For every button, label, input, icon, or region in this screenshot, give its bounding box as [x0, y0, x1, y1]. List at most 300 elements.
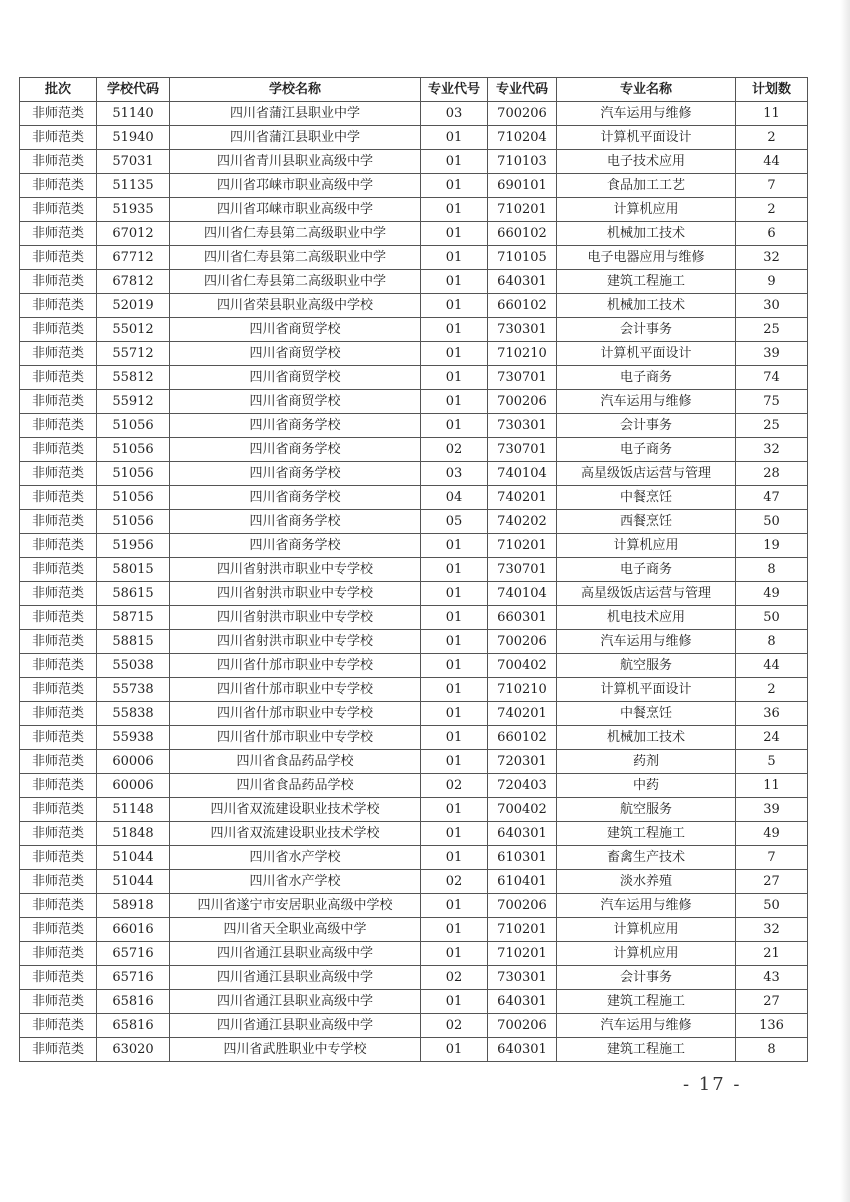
cell-major-code: 730701 — [488, 366, 557, 390]
cell-major-name: 机械加工技术 — [557, 222, 736, 246]
cell-plan-count: 7 — [736, 846, 808, 870]
cell-major-number: 02 — [421, 1014, 488, 1038]
header-major-number: 专业代号 — [421, 78, 488, 102]
cell-batch: 非师范类 — [20, 822, 97, 846]
cell-plan-count: 36 — [736, 702, 808, 726]
cell-major-code: 730301 — [488, 966, 557, 990]
cell-school-name: 四川省水产学校 — [170, 870, 421, 894]
cell-major-name: 建筑工程施工 — [557, 990, 736, 1014]
table-row — [20, 294, 808, 318]
table-row — [20, 414, 808, 438]
cell-plan-count: 50 — [736, 894, 808, 918]
cell-plan-count: 44 — [736, 654, 808, 678]
table-row — [20, 1038, 808, 1062]
cell-plan-count: 8 — [736, 1038, 808, 1062]
cell-major-code: 710204 — [488, 126, 557, 150]
cell-major-name: 计算机应用 — [557, 918, 736, 942]
cell-major-number: 01 — [421, 414, 488, 438]
table-header-row — [20, 78, 808, 102]
cell-school-name: 四川省什邡市职业中专学校 — [170, 726, 421, 750]
cell-plan-count: 2 — [736, 126, 808, 150]
cell-major-number: 02 — [421, 870, 488, 894]
cell-school-name: 四川省商贸学校 — [170, 318, 421, 342]
cell-school-code: 58015 — [97, 558, 170, 582]
cell-major-number: 01 — [421, 270, 488, 294]
cell-major-number: 01 — [421, 990, 488, 1014]
table-row — [20, 774, 808, 798]
cell-major-code: 720403 — [488, 774, 557, 798]
cell-school-code: 65816 — [97, 1014, 170, 1038]
cell-school-code: 58815 — [97, 630, 170, 654]
table-row — [20, 654, 808, 678]
cell-major-number: 01 — [421, 726, 488, 750]
cell-school-code: 55738 — [97, 678, 170, 702]
cell-plan-count: 11 — [736, 774, 808, 798]
cell-school-name: 四川省青川县职业高级中学 — [170, 150, 421, 174]
cell-plan-count: 50 — [736, 606, 808, 630]
cell-major-number: 01 — [421, 150, 488, 174]
cell-school-code: 55038 — [97, 654, 170, 678]
cell-school-name: 四川省射洪市职业中专学校 — [170, 558, 421, 582]
cell-batch: 非师范类 — [20, 678, 97, 702]
cell-school-name: 四川省食品药品学校 — [170, 774, 421, 798]
cell-plan-count: 5 — [736, 750, 808, 774]
cell-school-code: 55838 — [97, 702, 170, 726]
cell-batch: 非师范类 — [20, 774, 97, 798]
cell-school-name: 四川省荣县职业高级中学校 — [170, 294, 421, 318]
cell-school-name: 四川省遂宁市安居职业高级中学校 — [170, 894, 421, 918]
cell-major-code: 740201 — [488, 702, 557, 726]
cell-major-number: 01 — [421, 894, 488, 918]
cell-school-code: 51935 — [97, 198, 170, 222]
cell-plan-count: 39 — [736, 342, 808, 366]
cell-batch: 非师范类 — [20, 246, 97, 270]
cell-major-number: 04 — [421, 486, 488, 510]
cell-school-code: 55012 — [97, 318, 170, 342]
cell-school-code: 65716 — [97, 942, 170, 966]
cell-major-number: 01 — [421, 846, 488, 870]
cell-school-code: 51044 — [97, 870, 170, 894]
cell-batch: 非师范类 — [20, 510, 97, 534]
table-row — [20, 606, 808, 630]
cell-school-name: 四川省商务学校 — [170, 510, 421, 534]
cell-major-number: 01 — [421, 558, 488, 582]
cell-major-code: 640301 — [488, 990, 557, 1014]
cell-plan-count: 11 — [736, 102, 808, 126]
cell-batch: 非师范类 — [20, 462, 97, 486]
cell-plan-count: 8 — [736, 558, 808, 582]
cell-school-name: 四川省商务学校 — [170, 534, 421, 558]
cell-school-name: 四川省双流建设职业技术学校 — [170, 822, 421, 846]
table-row — [20, 246, 808, 270]
table-row — [20, 630, 808, 654]
cell-major-name: 计算机应用 — [557, 942, 736, 966]
cell-school-name: 四川省天全职业高级中学 — [170, 918, 421, 942]
cell-major-code: 730301 — [488, 318, 557, 342]
cell-batch: 非师范类 — [20, 198, 97, 222]
cell-major-code: 610401 — [488, 870, 557, 894]
cell-batch: 非师范类 — [20, 894, 97, 918]
cell-major-name: 会计事务 — [557, 318, 736, 342]
cell-major-code: 610301 — [488, 846, 557, 870]
cell-major-number: 01 — [421, 630, 488, 654]
cell-major-number: 01 — [421, 822, 488, 846]
cell-school-code: 55912 — [97, 390, 170, 414]
table-row — [20, 318, 808, 342]
cell-plan-count: 32 — [736, 438, 808, 462]
cell-major-code: 700206 — [488, 390, 557, 414]
cell-major-number: 01 — [421, 606, 488, 630]
cell-major-number: 01 — [421, 702, 488, 726]
cell-school-name: 四川省双流建设职业技术学校 — [170, 798, 421, 822]
cell-plan-count: 19 — [736, 534, 808, 558]
cell-major-name: 汽车运用与维修 — [557, 102, 736, 126]
cell-school-name: 四川省通江县职业高级中学 — [170, 990, 421, 1014]
cell-plan-count: 47 — [736, 486, 808, 510]
header-batch: 批次 — [20, 78, 97, 102]
table-row — [20, 198, 808, 222]
table-row — [20, 726, 808, 750]
cell-school-code: 57031 — [97, 150, 170, 174]
cell-major-name: 会计事务 — [557, 414, 736, 438]
cell-school-code: 63020 — [97, 1038, 170, 1062]
header-major-code: 专业代码 — [488, 78, 557, 102]
cell-major-name: 电子商务 — [557, 558, 736, 582]
cell-school-code: 51140 — [97, 102, 170, 126]
table-row — [20, 270, 808, 294]
table-body — [20, 102, 808, 1062]
cell-plan-count: 27 — [736, 870, 808, 894]
header-school-name: 学校名称 — [170, 78, 421, 102]
cell-school-name: 四川省商务学校 — [170, 486, 421, 510]
cell-school-code: 51056 — [97, 414, 170, 438]
cell-major-code: 710103 — [488, 150, 557, 174]
cell-school-code: 51056 — [97, 462, 170, 486]
table-row — [20, 822, 808, 846]
cell-plan-count: 32 — [736, 918, 808, 942]
table-row — [20, 894, 808, 918]
cell-major-name: 淡水养殖 — [557, 870, 736, 894]
cell-batch: 非师范类 — [20, 1014, 97, 1038]
table-row — [20, 918, 808, 942]
cell-batch: 非师范类 — [20, 582, 97, 606]
table-row — [20, 390, 808, 414]
table-row — [20, 462, 808, 486]
table-row — [20, 702, 808, 726]
enrollment-plan-table — [19, 77, 808, 1062]
cell-plan-count: 74 — [736, 366, 808, 390]
cell-batch: 非师范类 — [20, 342, 97, 366]
cell-plan-count: 30 — [736, 294, 808, 318]
cell-school-code: 67712 — [97, 246, 170, 270]
cell-major-code: 660102 — [488, 294, 557, 318]
cell-major-name: 汽车运用与维修 — [557, 894, 736, 918]
cell-school-name: 四川省商务学校 — [170, 438, 421, 462]
cell-school-name: 四川省邛崃市职业高级中学 — [170, 174, 421, 198]
cell-school-name: 四川省什邡市职业中专学校 — [170, 654, 421, 678]
cell-major-number: 05 — [421, 510, 488, 534]
table-row — [20, 846, 808, 870]
cell-major-name: 电子商务 — [557, 366, 736, 390]
cell-major-number: 03 — [421, 102, 488, 126]
cell-major-name: 中药 — [557, 774, 736, 798]
cell-major-code: 710201 — [488, 198, 557, 222]
cell-school-code: 60006 — [97, 750, 170, 774]
cell-school-name: 四川省武胜职业中专学校 — [170, 1038, 421, 1062]
cell-school-name: 四川省商贸学校 — [170, 342, 421, 366]
cell-batch: 非师范类 — [20, 702, 97, 726]
cell-school-name: 四川省射洪市职业中专学校 — [170, 606, 421, 630]
cell-major-number: 02 — [421, 966, 488, 990]
cell-school-name: 四川省仁寿县第二高级职业中学 — [170, 270, 421, 294]
cell-batch: 非师范类 — [20, 318, 97, 342]
table-row — [20, 438, 808, 462]
cell-major-number: 03 — [421, 462, 488, 486]
cell-major-code: 660301 — [488, 606, 557, 630]
cell-school-code: 51135 — [97, 174, 170, 198]
table-row — [20, 582, 808, 606]
cell-school-name: 四川省仁寿县第二高级职业中学 — [170, 246, 421, 270]
cell-major-code: 700206 — [488, 894, 557, 918]
cell-major-name: 计算机平面设计 — [557, 126, 736, 150]
table-row — [20, 750, 808, 774]
cell-major-name: 汽车运用与维修 — [557, 390, 736, 414]
cell-batch: 非师范类 — [20, 630, 97, 654]
table-row — [20, 558, 808, 582]
cell-major-name: 航空服务 — [557, 798, 736, 822]
cell-major-name: 机械加工技术 — [557, 294, 736, 318]
cell-school-code: 66016 — [97, 918, 170, 942]
cell-plan-count: 25 — [736, 414, 808, 438]
cell-school-name: 四川省蒲江县职业中学 — [170, 126, 421, 150]
cell-major-number: 01 — [421, 318, 488, 342]
cell-school-code: 51956 — [97, 534, 170, 558]
cell-major-number: 01 — [421, 366, 488, 390]
cell-major-name: 计算机平面设计 — [557, 342, 736, 366]
header-plan-count: 计划数 — [736, 78, 808, 102]
cell-major-number: 01 — [421, 174, 488, 198]
cell-school-name: 四川省什邡市职业中专学校 — [170, 702, 421, 726]
cell-school-name: 四川省商贸学校 — [170, 390, 421, 414]
cell-batch: 非师范类 — [20, 438, 97, 462]
cell-plan-count: 49 — [736, 582, 808, 606]
cell-school-code: 51044 — [97, 846, 170, 870]
cell-major-code: 730701 — [488, 558, 557, 582]
cell-plan-count: 50 — [736, 510, 808, 534]
cell-major-code: 740201 — [488, 486, 557, 510]
cell-plan-count: 7 — [736, 174, 808, 198]
cell-plan-count: 27 — [736, 990, 808, 1014]
cell-major-code: 710210 — [488, 678, 557, 702]
cell-major-number: 01 — [421, 294, 488, 318]
cell-major-code: 690101 — [488, 174, 557, 198]
cell-major-name: 计算机平面设计 — [557, 678, 736, 702]
cell-batch: 非师范类 — [20, 654, 97, 678]
cell-batch: 非师范类 — [20, 222, 97, 246]
cell-major-code: 740202 — [488, 510, 557, 534]
cell-major-name: 建筑工程施工 — [557, 1038, 736, 1062]
cell-batch: 非师范类 — [20, 294, 97, 318]
cell-major-code: 700402 — [488, 798, 557, 822]
cell-major-name: 汽车运用与维修 — [557, 1014, 736, 1038]
table-row — [20, 990, 808, 1014]
cell-major-name: 电子电器应用与维修 — [557, 246, 736, 270]
cell-major-number: 02 — [421, 774, 488, 798]
cell-school-code: 51940 — [97, 126, 170, 150]
cell-major-code: 700206 — [488, 630, 557, 654]
cell-school-code: 51148 — [97, 798, 170, 822]
cell-plan-count: 75 — [736, 390, 808, 414]
cell-major-name: 药剂 — [557, 750, 736, 774]
cell-plan-count: 2 — [736, 198, 808, 222]
cell-major-code: 730701 — [488, 438, 557, 462]
cell-school-code: 67012 — [97, 222, 170, 246]
table-row — [20, 870, 808, 894]
table-row — [20, 102, 808, 126]
cell-school-name: 四川省射洪市职业中专学校 — [170, 582, 421, 606]
cell-school-name: 四川省通江县职业高级中学 — [170, 966, 421, 990]
cell-school-code: 55938 — [97, 726, 170, 750]
cell-major-name: 机电技术应用 — [557, 606, 736, 630]
cell-batch: 非师范类 — [20, 126, 97, 150]
cell-batch: 非师范类 — [20, 966, 97, 990]
cell-plan-count: 2 — [736, 678, 808, 702]
cell-plan-count: 9 — [736, 270, 808, 294]
cell-plan-count: 28 — [736, 462, 808, 486]
cell-major-code: 720301 — [488, 750, 557, 774]
table-row — [20, 534, 808, 558]
cell-major-code: 640301 — [488, 1038, 557, 1062]
cell-major-name: 高星级饭店运营与管理 — [557, 462, 736, 486]
cell-major-code: 710201 — [488, 534, 557, 558]
table-row — [20, 366, 808, 390]
cell-major-number: 01 — [421, 222, 488, 246]
table-row — [20, 966, 808, 990]
cell-major-number: 01 — [421, 582, 488, 606]
cell-major-number: 01 — [421, 534, 488, 558]
cell-school-name: 四川省什邡市职业中专学校 — [170, 678, 421, 702]
cell-school-name: 四川省邛崃市职业高级中学 — [170, 198, 421, 222]
cell-plan-count: 39 — [736, 798, 808, 822]
header-school-code: 学校代码 — [97, 78, 170, 102]
cell-major-number: 01 — [421, 798, 488, 822]
cell-batch: 非师范类 — [20, 414, 97, 438]
cell-major-number: 02 — [421, 438, 488, 462]
cell-major-code: 740104 — [488, 462, 557, 486]
cell-major-name: 中餐烹饪 — [557, 486, 736, 510]
table-row — [20, 942, 808, 966]
cell-major-code: 660102 — [488, 222, 557, 246]
cell-major-name: 高星级饭店运营与管理 — [557, 582, 736, 606]
table-row — [20, 150, 808, 174]
cell-plan-count: 24 — [736, 726, 808, 750]
cell-school-code: 58715 — [97, 606, 170, 630]
cell-major-code: 640301 — [488, 270, 557, 294]
table-row — [20, 510, 808, 534]
cell-school-name: 四川省射洪市职业中专学校 — [170, 630, 421, 654]
cell-batch: 非师范类 — [20, 102, 97, 126]
cell-school-name: 四川省蒲江县职业中学 — [170, 102, 421, 126]
cell-batch: 非师范类 — [20, 990, 97, 1014]
cell-batch: 非师范类 — [20, 1038, 97, 1062]
table-row — [20, 174, 808, 198]
cell-plan-count: 32 — [736, 246, 808, 270]
cell-major-name: 机械加工技术 — [557, 726, 736, 750]
header-major-name: 专业名称 — [557, 78, 736, 102]
cell-school-code: 65716 — [97, 966, 170, 990]
cell-major-name: 电子商务 — [557, 438, 736, 462]
cell-major-name: 计算机应用 — [557, 534, 736, 558]
cell-major-number: 01 — [421, 390, 488, 414]
cell-major-number: 01 — [421, 246, 488, 270]
cell-plan-count: 44 — [736, 150, 808, 174]
cell-school-name: 四川省商务学校 — [170, 414, 421, 438]
cell-school-name: 四川省通江县职业高级中学 — [170, 1014, 421, 1038]
cell-batch: 非师范类 — [20, 486, 97, 510]
cell-major-number: 01 — [421, 750, 488, 774]
cell-school-name: 四川省食品药品学校 — [170, 750, 421, 774]
cell-batch: 非师范类 — [20, 798, 97, 822]
cell-plan-count: 8 — [736, 630, 808, 654]
cell-school-code: 65816 — [97, 990, 170, 1014]
table-row — [20, 798, 808, 822]
table-row — [20, 222, 808, 246]
cell-school-code: 52019 — [97, 294, 170, 318]
cell-major-number: 01 — [421, 342, 488, 366]
cell-school-code: 67812 — [97, 270, 170, 294]
cell-major-number: 01 — [421, 1038, 488, 1062]
cell-major-code: 700206 — [488, 1014, 557, 1038]
cell-batch: 非师范类 — [20, 270, 97, 294]
cell-school-code: 51056 — [97, 486, 170, 510]
table-row — [20, 1014, 808, 1038]
cell-school-code: 51056 — [97, 510, 170, 534]
cell-school-code: 58615 — [97, 582, 170, 606]
cell-major-name: 西餐烹饪 — [557, 510, 736, 534]
cell-major-name: 计算机应用 — [557, 198, 736, 222]
cell-school-name: 四川省水产学校 — [170, 846, 421, 870]
cell-school-name: 四川省商贸学校 — [170, 366, 421, 390]
cell-school-name: 四川省仁寿县第二高级职业中学 — [170, 222, 421, 246]
cell-major-code: 710201 — [488, 942, 557, 966]
cell-batch: 非师范类 — [20, 150, 97, 174]
cell-major-number: 01 — [421, 678, 488, 702]
table-row — [20, 486, 808, 510]
cell-major-code: 700206 — [488, 102, 557, 126]
cell-major-name: 汽车运用与维修 — [557, 630, 736, 654]
cell-major-number: 01 — [421, 918, 488, 942]
cell-batch: 非师范类 — [20, 606, 97, 630]
cell-plan-count: 136 — [736, 1014, 808, 1038]
cell-plan-count: 25 — [736, 318, 808, 342]
cell-major-name: 会计事务 — [557, 966, 736, 990]
cell-major-number: 01 — [421, 198, 488, 222]
cell-major-name: 电子技术应用 — [557, 150, 736, 174]
cell-school-name: 四川省商务学校 — [170, 462, 421, 486]
cell-batch: 非师范类 — [20, 750, 97, 774]
cell-major-code: 740104 — [488, 582, 557, 606]
cell-plan-count: 21 — [736, 942, 808, 966]
cell-major-name: 建筑工程施工 — [557, 822, 736, 846]
cell-major-number: 01 — [421, 942, 488, 966]
cell-batch: 非师范类 — [20, 390, 97, 414]
cell-batch: 非师范类 — [20, 534, 97, 558]
cell-major-code: 730301 — [488, 414, 557, 438]
cell-major-code: 640301 — [488, 822, 557, 846]
cell-major-name: 航空服务 — [557, 654, 736, 678]
cell-major-code: 710105 — [488, 246, 557, 270]
cell-major-code: 710201 — [488, 918, 557, 942]
